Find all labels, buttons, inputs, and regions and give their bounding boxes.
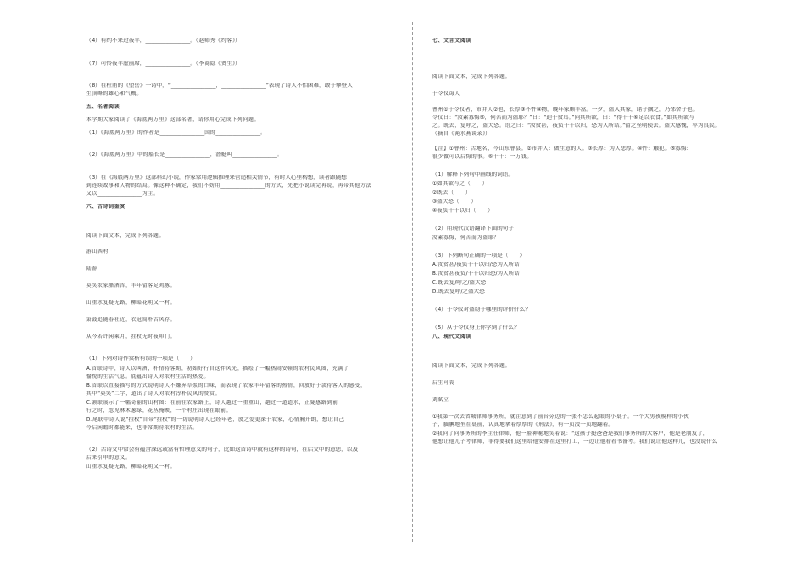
text-line: 阅读下面文本，完成下列各题。: [432, 74, 511, 80]
column-divider: [412, 22, 413, 542]
section-heading: 六、古诗词鉴赏: [86, 204, 126, 210]
text-line: D.既去复呼/之盗大恐: [432, 289, 485, 295]
text-line: 阅读下面文本，完成下列各题。: [86, 233, 165, 239]
text-line: ②既去（ ）: [432, 190, 471, 196]
text-line: （3）下列断句正确的一项是（ ）: [432, 253, 526, 259]
text-line: 又以________________为主。: [86, 191, 159, 197]
text-line: 汝素寡悔，何苦而为盗耶？: [432, 235, 500, 241]
text-line: 其中“莫笑”二字，道出了诗人对农村淳朴民风的赞赏。: [86, 391, 221, 397]
text-line: （4）有约不来过夜半，________________。（赵师秀《约客》）: [86, 38, 241, 44]
text-line: 很少做可以后悔的事。⑥十千：一万钱。: [432, 154, 533, 160]
text-line: 生顶峰的雄心和气概。: [86, 91, 142, 97]
text-line: （5）从于令仪身上你学到了什么？: [432, 325, 520, 331]
section-heading: 七、文言文阅读: [432, 38, 472, 44]
text-line: 今后闲暇时都能来，也非常期待农村的生活。: [86, 425, 198, 431]
text-line: 【注】①曹州：古地名，今山东曹县。②市井人：做生意的人。③长厚：为人忠厚。④忤：触犯。⑤寡悔：: [432, 146, 693, 152]
section-heading: 八、现代文阅读: [432, 334, 472, 340]
text-line: 刘斌立: [432, 397, 449, 403]
text-line: ③盗大恐（ ）: [432, 199, 477, 205]
text-line: （7）可怜夜半虚前席，________________。（李商隐《贾生》）: [86, 61, 241, 67]
text-line: A.汝贫甚/夜负十千以归/恐为人所诘: [432, 262, 520, 268]
text-line: 他想让他儿子考律师，非得要我们这里给他安排在这里打工，一边让他看看书备考。我们说让他这样儿，也没说什么: [432, 439, 718, 445]
text-line: 之。既去，复呼之，盗大恐。语之曰：“汝贫甚，夜负十千以归，恐为人所诘。”留之至明使去。盗大感愧，卒为良民。: [432, 123, 721, 129]
text-line: （4）于令仪对盗窃于哪里的评价什么？: [432, 307, 531, 313]
text-line: C.颔联展示了一幅奇丽的山村图：在前往农家路上，诗人越过一重重山，趟过一道道水，正疑感路到前: [86, 400, 338, 406]
text-line: ④夜负十千以归（ ）: [432, 208, 493, 214]
text-line: 令仪曰：“汝素寡悔⑤，何苦而为盗耶？”曰：“迫于贫耳。”问其所欲，曰：“得十千⑥足以衣食。”如其所欲与: [432, 115, 695, 121]
section-heading: 五、名著阅读: [86, 104, 120, 110]
text-line: C.既去复/呼之/盗大恐: [432, 280, 487, 286]
text-line: B.首联以直接描写的方式说明诗人不嫌弃草浆的口味，而表现了农家丰年留客的热情，回放好于款待客人的感受，: [86, 383, 366, 389]
text-line: （摘自《渑水燕谈录》）: [432, 131, 491, 137]
text-line: 阅读下面文本，完成下列各题。: [432, 363, 511, 369]
text-line: （1）解释下列句中画线的词语。: [432, 172, 514, 178]
text-line: 后来引申的意义。: [86, 455, 131, 461]
text-line: 山重水复疑无路，柳暗花明又一村。: [86, 300, 176, 306]
text-line: ②我问了问事务所的李主任律师，他一脸神秘地笑着说：“这孩子挺爸爸是我们事务所的大客户，他是老朋友了，: [432, 431, 709, 437]
text-line: ①如其欲与之（ ）: [432, 181, 488, 187]
text-line: B.汝贫甚夜负/十千以归恐/为人所诘: [432, 271, 520, 277]
text-line: （1）下列对诗作赏析有误的一项是（ ）: [86, 356, 196, 362]
text-line: 从今若许闲乘月，拄杖无时夜叩门。: [86, 334, 176, 340]
text-line: 后生可畏: [432, 380, 455, 386]
text-line: （2）《海底两万里》中的船长是________________，潜艇叫________________。: [86, 152, 283, 158]
text-line: 本学期大家阅读了《海底两万里》这部名著，请你用心完成下列问题。: [86, 117, 260, 123]
text-line: （1）《海底两万里》的作者是________________国的________________。: [86, 130, 266, 136]
text-line: 陆游: [86, 266, 98, 272]
text-line: 山重水复疑无路，柳暗花明又一村。: [86, 464, 176, 470]
text-line: 愉悦的生活气息。底蕴出诗人对农村生活的热爱。: [86, 374, 210, 380]
text-line: （2）古诗文中常会有蕴含深远或富有哲理意义的句子，比如这首诗中就有这样的诗句，在后文中的意思，以及: [86, 447, 359, 453]
text-line: 到连续故事和人物的结局。像这种不确定，我们不妨用________________的方式，先把小说读完再说，再带其他方法: [86, 183, 372, 189]
text-line: （2）用现代汉语翻译下面的句子: [432, 226, 514, 232]
text-line: A.首联诗中，诗人以叫酒，杆情待客期，初始好行自这件风光，描绘了一幅热闹安顿的农村民风图，充满了: [86, 366, 349, 372]
text-line: D.尾联中诗人说“拄杖”自带“拄杖”的一切说明诗人已经年老，放之爱更深于农家，心情胸开朗，想让自己: [86, 417, 345, 423]
text-line: 子，腼腆地坐在桌前，认真地拿着厚厚的《刑法》，有一页没一页地翻着。: [432, 422, 614, 428]
text-line: 箫鼓追随春社近，衣冠简朴古风存。: [86, 317, 176, 323]
text-line: （8）在杜甫的《望岳》一诗中，“________________，________________”表现了诗人不怕困难，敢于攀登人: [86, 83, 353, 89]
text-line: 游山西村: [86, 249, 109, 255]
text-line: 曹州①于令仪者，市井人②也，长厚③不忤④物，晚年家颇丰富。一夕，盗入其家，诸子擒之，乃邻舍子也。: [432, 107, 699, 113]
text-line: （3）在《海底两万里》这部科幻小说，作家常用逻辑推理来营造相关情节，有时人心里构想，读者跟随想: [86, 175, 347, 181]
text-line: ①我第一次去省城律师事务所，就注意到了前台旁边的一张不怎么起眼的小桌子。一个大男孩模样的小伙: [432, 414, 689, 420]
text-line: 于令仪诲人: [432, 91, 460, 97]
text-line: 莫笑农家腊酒浑，丰年留客足鸡豚。: [86, 283, 176, 289]
text-line: 行之时，忽见林木葱绿，花丛掩映，一个村庄出现在眼前。: [86, 408, 232, 414]
